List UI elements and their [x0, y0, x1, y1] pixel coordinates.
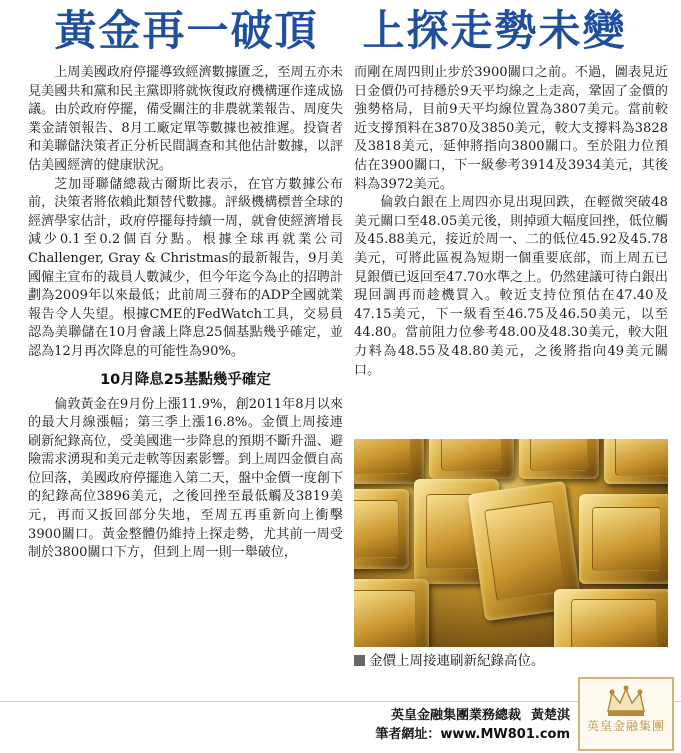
gold-bar [354, 489, 409, 569]
author-footer [300, 706, 570, 744]
byline-name: 黃楚淇 [530, 708, 570, 723]
article-paragraph: 芝加哥聯儲總裁古爾斯比表示，在官方數據公布前，決策者將依賴此類替代數據。評級機構標普全球的經濟學家估計，政府停擺每持續一周，就會使經濟增長減少0.1至0.2個百分點。根據全球再就業公司Challenger, Gray & Christmas的最新報告，9月美國僱主宣布的裁員人數減少，但今年迄今為止的招聘計劃為2009年以來最低；此前周三發布的ADP全國就業報告令人失望。根據CME的FedWatch工具，交易員認為美聯儲在10月會議上降息25個基點幾乎確定，並認為12月再次降息的可能性為90%。 [28, 176, 343, 359]
crown-icon [604, 683, 648, 719]
section-subhead: 10月降息25基點幾乎確定 [100, 371, 271, 388]
logo-text: 英皇金融集團 [586, 719, 665, 733]
website-link[interactable]: www.MW801.com [440, 727, 570, 742]
gold-bars-photo [354, 439, 668, 647]
gold-bar [579, 494, 668, 584]
square-bullet-icon [354, 655, 365, 666]
gold-bar [554, 589, 668, 647]
gold-bar [354, 579, 429, 647]
gold-bar [429, 439, 514, 479]
article-paragraph: 而剛在周四則止步於3900關口之前。不過，圖表見近日金價仍可持穩於9天平均線之上走高，鞏固了金價的強勢格局，目前9天平均線位置為3807美元。當前較近支撐預料在3870及3850美元，較大支撐料為3828及3818美元，延伸將指向3800關口。至於阻力位預估在3900關口，下一級參考3914及3934美元，其後料為3972美元。 [354, 65, 668, 192]
article-paragraph: 上周美國政府停擺導致經濟數據匱乏，至周五亦未見美國共和黨和民主黨即將就恢復政府機構運作達成協議。由於政府停擺，備受關注的非農就業報告、周度失業金請領報告、8月工廠定單等數據也被推遲。投資者和美聯儲決策者正分析民間調查和其他估計數據，以評估美國經濟的健康狀況。 [28, 65, 343, 173]
byline-org: 英皇金融集團業務總裁 [390, 708, 521, 723]
gold-bar [604, 439, 668, 484]
website-label: 筆者網址： [375, 727, 441, 742]
article-paragraph: 倫敦白銀在上周四亦見出現回跌，在輕微突破48美元關口至48.05美元後，則掉頭大幅度回挫，低位觸及45.88美元，接近於周一、二的低位45.92及45.78美元，可將此區視為短期一個重要底部，而上周五已見銀價已返回至47.70水準之上。仍然建議可待白銀出現回調再而趁機買入。較近支持位預估在47.40及47.15美元，下一級看至46.75及46.50美元，以至44.80。當前阻力位參考48.00及48.30美元，較大阻力料為48.55及48.80美元，之後將指向49美元關口。 [354, 195, 668, 378]
company-logo [578, 677, 674, 751]
gold-bar [519, 439, 599, 479]
headline: 黃金再一破頂 上探走勢未變 [54, 6, 627, 55]
left-column [28, 64, 343, 563]
gold-bar [354, 439, 424, 484]
photo-caption: 金價上周接連刷新紀錄高位。 [354, 651, 668, 671]
right-column [354, 64, 668, 380]
article-paragraph: 倫敦黃金在9月份上漲11.9%，創2011年8月以來的最大月線漲幅；第三季上漲16.8%。金價上周接連刷新紀錄高位，受美國進一步降息的預期不斷升溫、避險需求湧現和美元走軟等因素影響。到上周四金價自高位回落，美國政府停擺進入第二天，盤中金價一度創下的紀錄高位3896美元，之後回挫至最低觸及3819美元，再而又扳回部分失地，至周五再重新向上衝擊3900關口。黃金整體仍維持上探走勢，尤其前一周受制於3800關口下方，但到上周一則一舉破位， [28, 396, 343, 561]
